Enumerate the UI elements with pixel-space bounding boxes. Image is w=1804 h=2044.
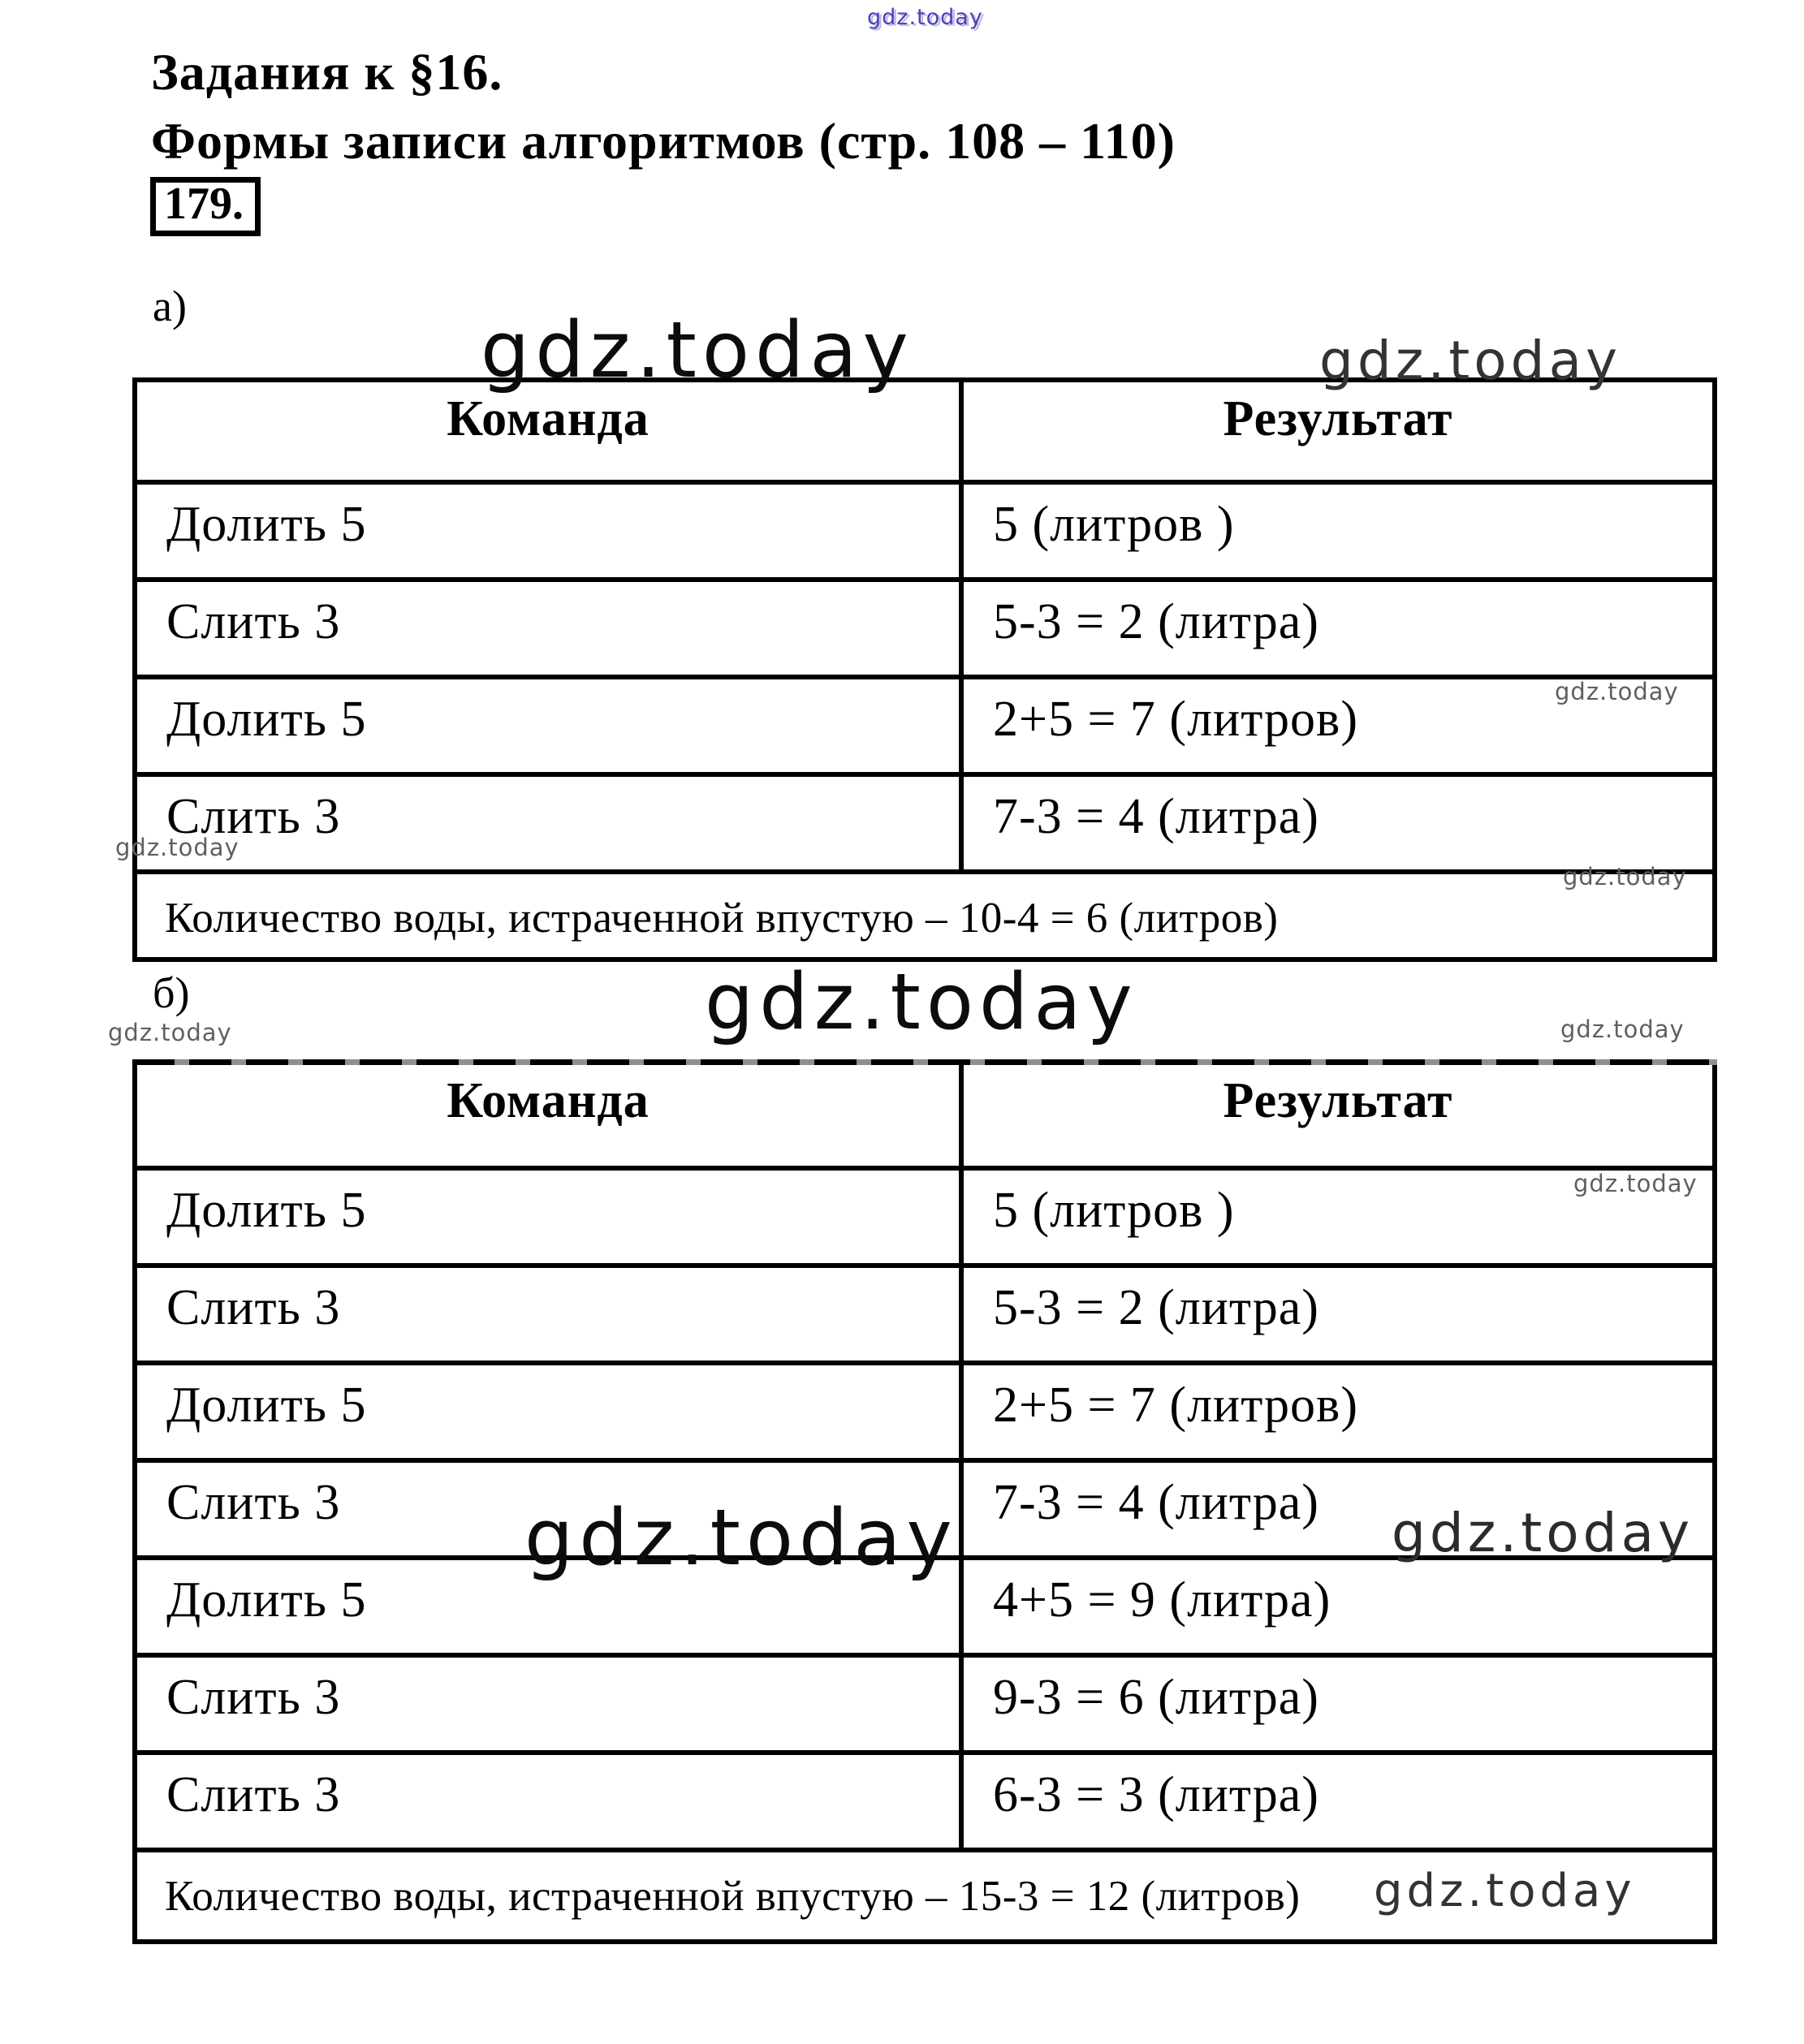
command-cell: Долить 5 (137, 1555, 959, 1653)
command-cell: Слить 3 (137, 1653, 959, 1750)
table-b-footer: Количество воды, истраченной впустую – 15-3 = 12 (литров) (137, 1848, 1712, 1939)
watermark: gdz.today (481, 306, 914, 395)
watermark: gdz.today (115, 834, 240, 861)
result-cell: 6-3 = 3 (литра) (959, 1750, 1712, 1848)
command-cell: Слить 3 (137, 1750, 959, 1848)
result-cell: 5 (литров ) (959, 480, 1712, 577)
table-b-header-result: Результат (959, 1064, 1712, 1166)
result-cell: 2+5 = 7 (литров) (959, 1361, 1712, 1458)
result-cell: 5 (литров ) (959, 1166, 1712, 1263)
table-a (132, 377, 1717, 962)
watermark: gdz.today (1392, 1502, 1694, 1564)
command-cell: Слить 3 (137, 577, 959, 675)
table-b-header-command: Команда (447, 1073, 650, 1128)
watermark: gdz.today (1374, 1865, 1636, 1917)
result-cell: 5-3 = 2 (литра) (959, 577, 1712, 675)
command-cell: Долить 5 (137, 675, 959, 772)
result-cell: 2+5 = 7 (литров) (959, 675, 1712, 772)
watermark: gdz.today (867, 5, 983, 30)
watermark: gdz.today (524, 1494, 958, 1583)
result-cell: 9-3 = 6 (литра) (959, 1653, 1712, 1750)
table-b-top-border-artifact (132, 1059, 1717, 1065)
watermark: gdz.today (1560, 1016, 1685, 1043)
watermark: gdz.today (1563, 863, 1687, 890)
command-cell: Долить 5 (137, 1166, 959, 1263)
table-a-header-command: Команда (447, 391, 650, 446)
table-a-footer: Количество воды, истраченной впустую – 10-4 = 6 (литров) (137, 869, 1712, 957)
page-subtitle: Формы записи алгоритмов (стр. 108 – 110) (151, 112, 1176, 170)
result-cell: 7-3 = 4 (литра) (959, 772, 1712, 869)
watermark: gdz.today (705, 958, 1138, 1047)
command-cell: Слить 3 (137, 772, 959, 869)
section-b-label: б) (153, 968, 190, 1017)
watermark: gdz.today (1319, 330, 1622, 392)
result-cell: 7-3 = 4 (литра) (959, 1458, 1712, 1555)
page-title: Задания к §16. (151, 43, 503, 101)
command-cell: Долить 5 (137, 480, 959, 577)
table-a-header-result: Результат (959, 382, 1712, 480)
command-cell: Долить 5 (137, 1361, 959, 1458)
watermark: gdz.today (108, 1019, 232, 1046)
result-cell: 5-3 = 2 (литра) (959, 1263, 1712, 1361)
section-a-label: а) (153, 282, 187, 330)
command-cell: Слить 3 (137, 1458, 959, 1555)
watermark: gdz.today (1573, 1170, 1698, 1197)
result-cell: 4+5 = 9 (литра) (959, 1555, 1712, 1653)
problem-number-box: 179. (150, 177, 261, 236)
watermark: gdz.today (1555, 678, 1679, 705)
command-cell: Слить 3 (137, 1263, 959, 1361)
